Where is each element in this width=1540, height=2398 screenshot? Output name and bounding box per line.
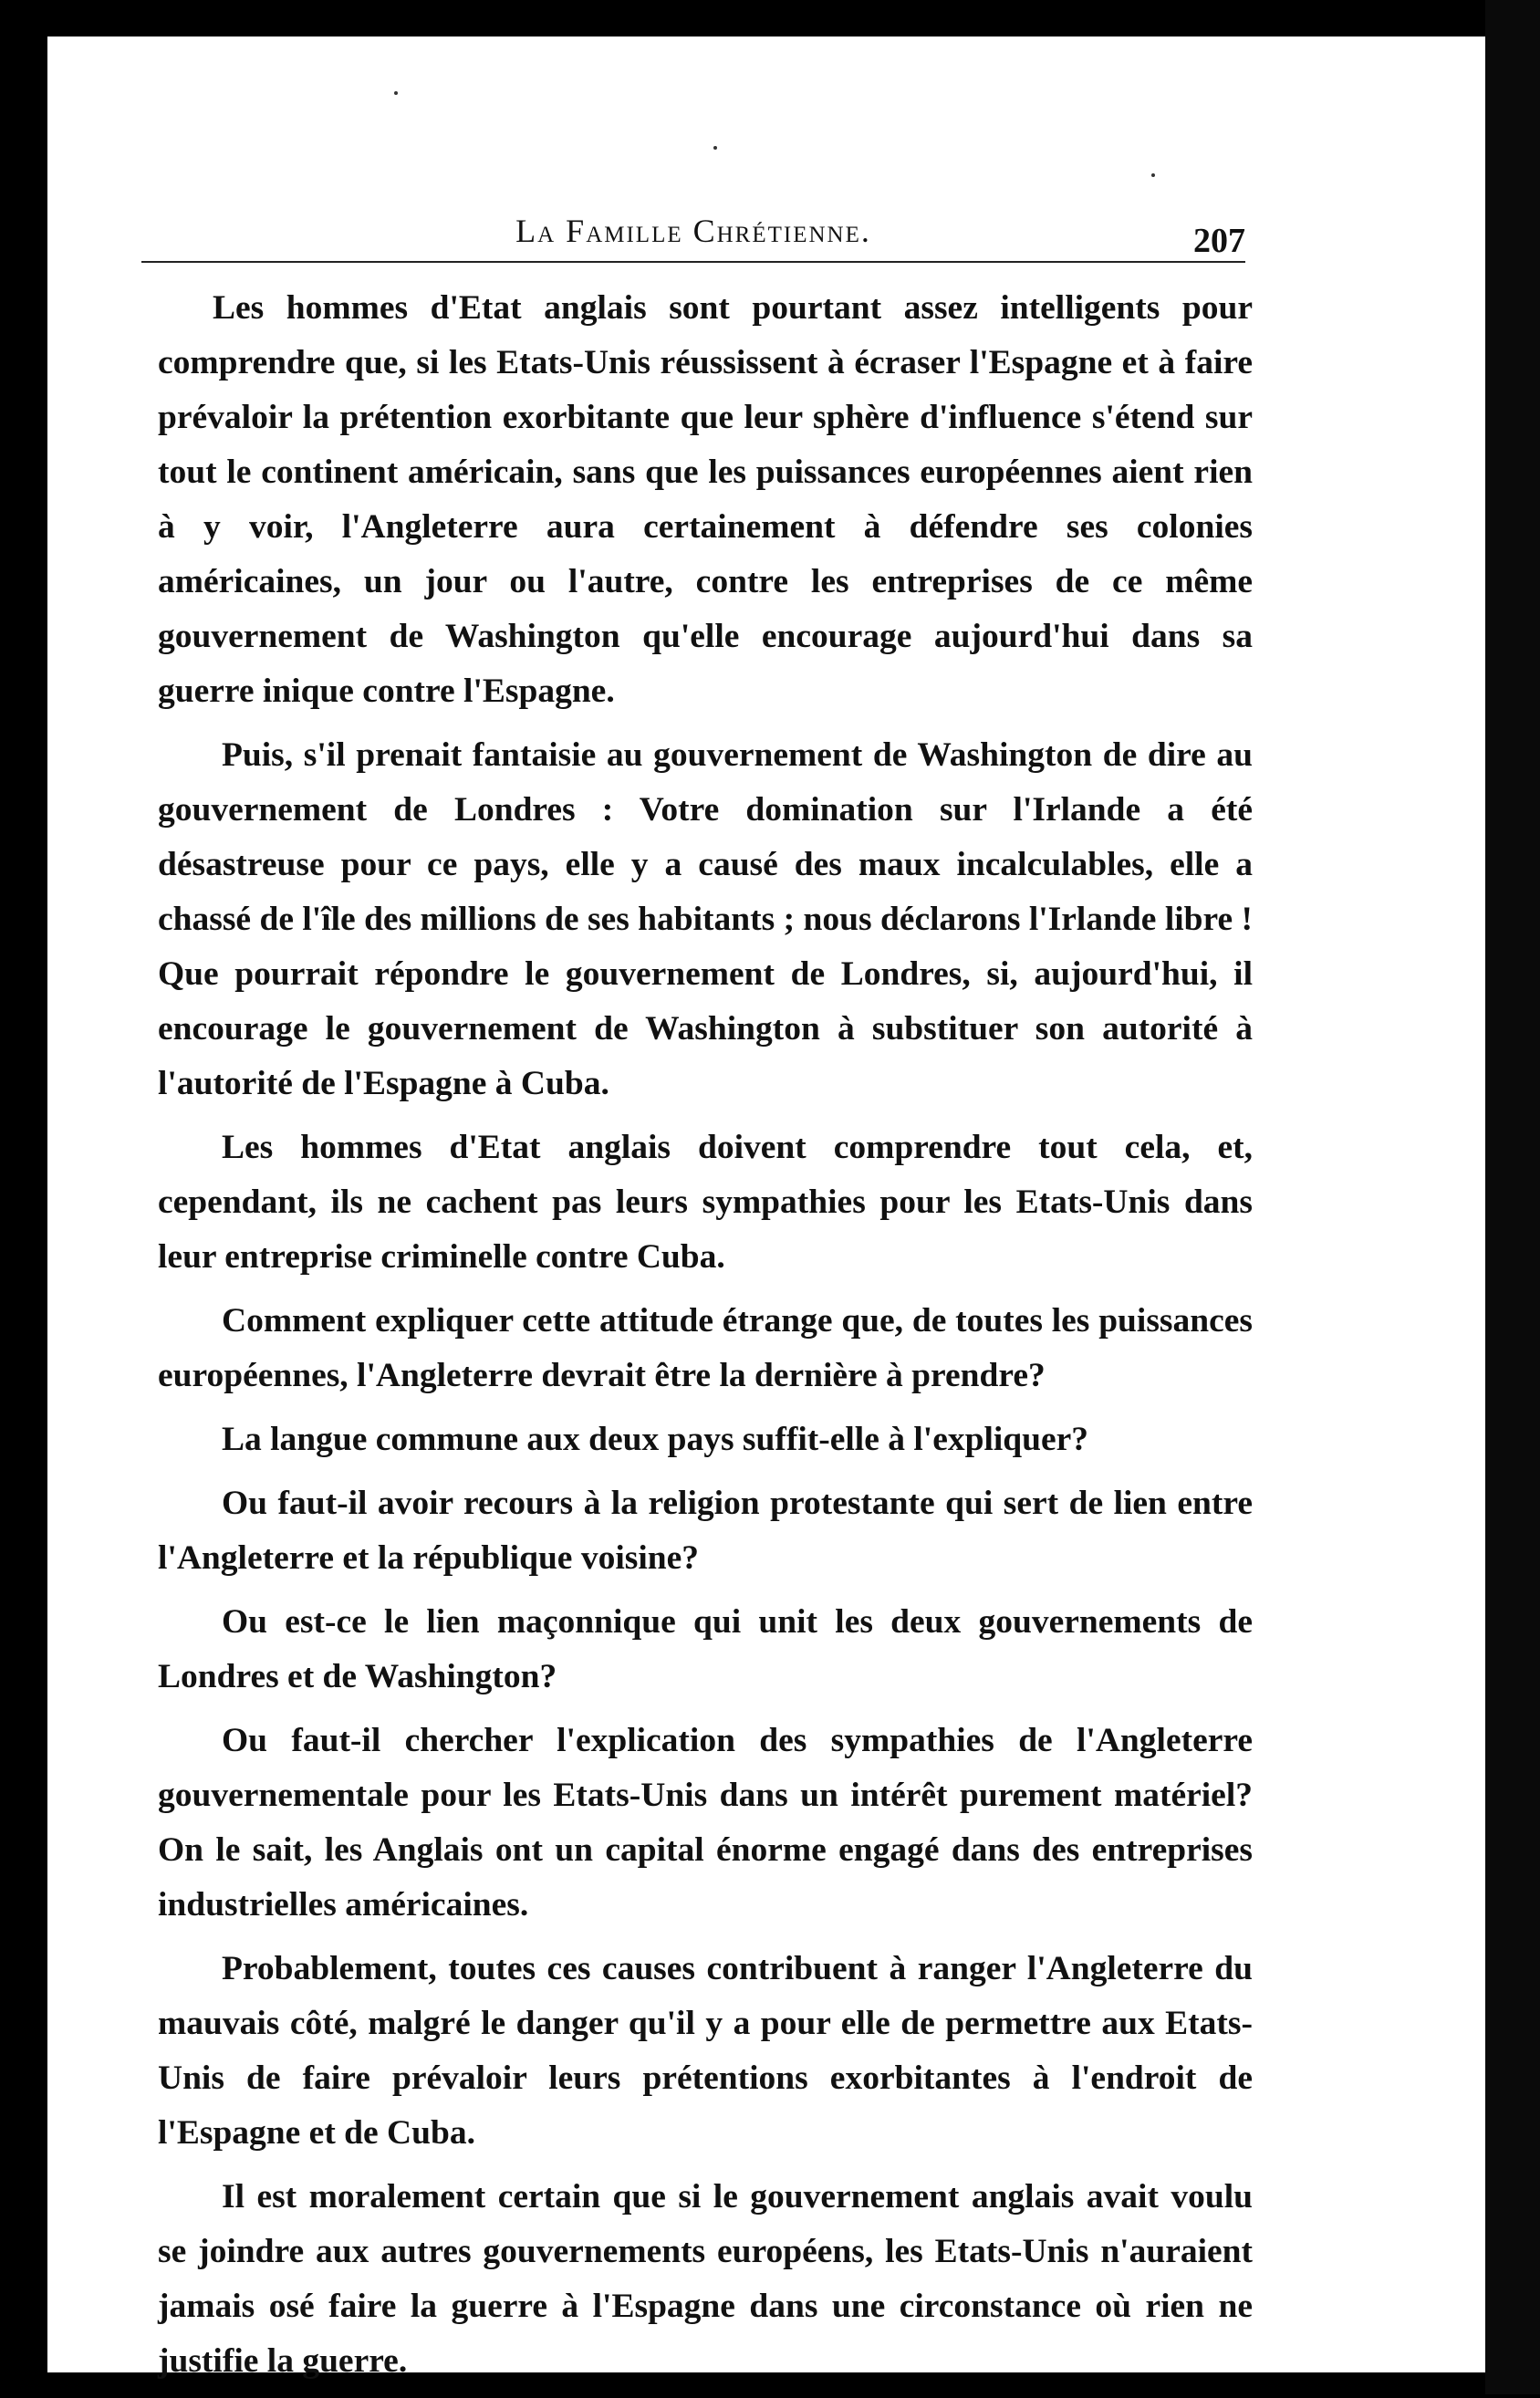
paragraph: Ou faut-il chercher l'explication des sympathies de l'Angleterre gouvernementale pour les Etats-Unis dans un intérêt purement matériel? On le sait, les Anglais ont un capital énorme engagé dans des entreprises industrielles américaines. [158, 1722, 1253, 1924]
header-rule [141, 261, 1245, 263]
paragraph: Probablement, toutes ces causes contribuent à ranger l'Angleterre du mauvais côté, malgré le danger qu'il y a pour elle de permettre aux Etats-Unis de faire prévaloir leurs prétentions exorbitantes à l'endroit de l'Espagne et de Cuba. [158, 1950, 1253, 2152]
running-title: La Famille Chrétienne. [515, 213, 871, 249]
paragraph: Les hommes d'Etat anglais doivent comprendre tout cela, et, cependant, ils ne cachent pas leurs sympathies pour les Etats-Unis dans leur entreprise criminelle contre Cuba. [158, 1129, 1253, 1276]
paragraph: Les hommes d'Etat anglais sont pourtant assez intelligents pour comprendre que, si les Etats-Unis réussissent à écraser l'Espagne et à faire prévaloir la prétention exorbitante que leur sphère d'influence s'étend sur tout le continent américain, sans que les puissances européennes aient rien à y voir, l'Angleterre aura certainement à défendre ses colonies américaines, un jour ou l'autre, contre les entreprises de ce même gouvernement de Washington qu'elle encourage aujourd'hui dans sa guerre inique contre l'Espagne. [158, 289, 1253, 710]
paragraph: Puis, s'il prenait fantaisie au gouvernement de Washington de dire au gouvernement de Londres : Votre domination sur l'Irlande a été désastreuse pour ce pays, elle y a causé des maux incalculables, elle a chassé de l'île des millions de ses habitants ; nous déclarons l'Irlande libre ! Que pourrait répondre le gouvernement de Londres, si, aujourd'hui, il encourage le gouvernement de Washington à substituer son autorité à l'autorité de l'Espagne à Cuba. [158, 736, 1253, 1102]
paragraph: Ou est-ce le lien maçonnique qui unit les deux gouvernements de Londres et de Washington? [158, 1603, 1253, 1695]
scan-speck [1151, 173, 1155, 177]
page-number: 207 [1193, 222, 1245, 260]
scan-speck [713, 146, 717, 150]
scan-speck [394, 91, 398, 95]
running-header [141, 195, 1245, 259]
paragraph: Ou faut-il avoir recours à la religion protestante qui sert de lien entre l'Angleterre et la république voisine? [158, 1485, 1253, 1577]
paragraph: Comment expliquer cette attitude étrange que, de toutes les puissances européennes, l'Angleterre devrait être la dernière à prendre? [158, 1302, 1253, 1394]
paragraph: Il est moralement certain que si le gouvernement anglais avait voulu se joindre aux autres gouvernements européens, les Etats-Unis n'auraient jamais osé faire la guerre à l'Espagne dans une circonstance où rien ne justifie la guerre. [158, 2178, 1253, 2380]
scan-right-edge [1485, 0, 1540, 2394]
body-text [158, 281, 1253, 2398]
paragraph: La langue commune aux deux pays suffit-elle à l'expliquer? [222, 1421, 1089, 1458]
